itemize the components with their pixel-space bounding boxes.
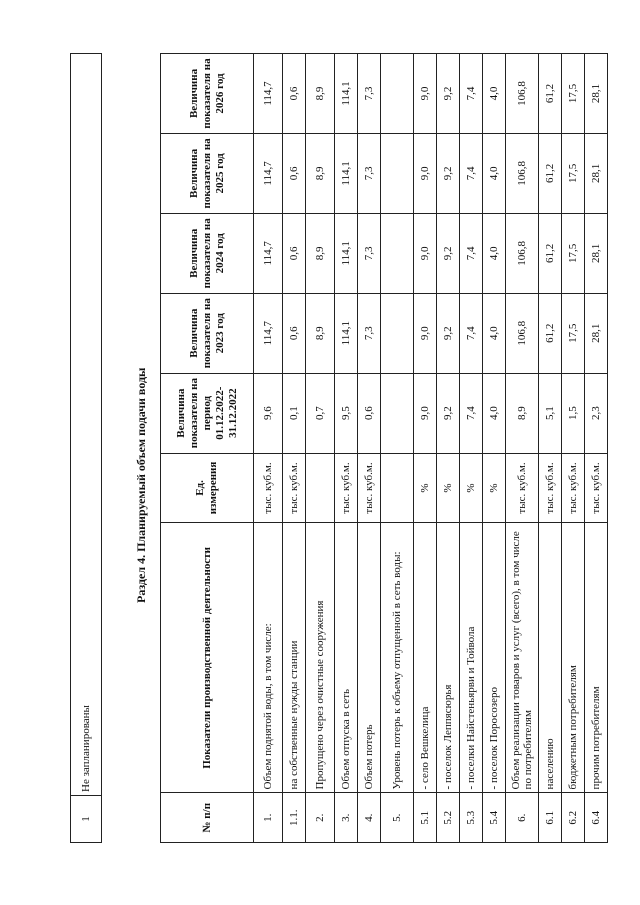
row-number: 1.1. — [283, 793, 306, 843]
section-title: Раздел 4. Планируемый объем подачи воды — [134, 367, 148, 603]
row-indicator: Пропущено через очистные сооружения — [306, 523, 335, 793]
row-number: 6. — [506, 793, 539, 843]
row-unit — [381, 453, 414, 523]
row-value-2022: 1,5 — [562, 373, 585, 453]
row-value-2024: 106,8 — [506, 213, 539, 293]
row-value-2022: 7,4 — [460, 373, 483, 453]
row-unit: % — [460, 453, 483, 523]
table-row — [483, 54, 506, 843]
row-value-2024: 9,2 — [437, 213, 460, 293]
row-value-2026: 28,1 — [585, 54, 608, 134]
row-value-2022: 4,0 — [483, 373, 506, 453]
row-unit: тыс. куб.м. — [283, 453, 306, 523]
row-value-2022: 2,3 — [585, 373, 608, 453]
row-indicator: Объем поднятой воды, в том числе: — [254, 523, 283, 793]
row-value-2023: 17,5 — [562, 293, 585, 373]
row-value-2022: 9,5 — [335, 373, 358, 453]
row-value-2026: 9,0 — [414, 54, 437, 134]
table-row — [506, 54, 539, 843]
row-indicator: - поселки Найстеньярви и Тойвола — [460, 523, 483, 793]
table-row — [437, 54, 460, 843]
row-number: 2. — [306, 793, 335, 843]
row-value-2022: 0,7 — [306, 373, 335, 453]
row-value-2024: 7,4 — [460, 213, 483, 293]
row-value-2025: 28,1 — [585, 133, 608, 213]
row-unit: тыс. куб.м. — [335, 453, 358, 523]
row-value-2026: 61,2 — [539, 54, 562, 134]
row-value-2025: 4,0 — [483, 133, 506, 213]
row-value-2026: 114,1 — [335, 54, 358, 134]
header-2026: Величина показателя на 2026 год — [161, 54, 254, 134]
table-row — [585, 54, 608, 843]
row-value-2022: 5,1 — [539, 373, 562, 453]
row-indicator: - поселок Леппясюрья — [437, 523, 460, 793]
row-value-2023: 114,1 — [335, 293, 358, 373]
row-value-2022: 9,2 — [437, 373, 460, 453]
row-value-2022: 0,1 — [283, 373, 306, 453]
row-value-2023: 61,2 — [539, 293, 562, 373]
table-body — [254, 54, 608, 843]
row-number: 6.1 — [539, 793, 562, 843]
row-unit: % — [414, 453, 437, 523]
row-value-2024: 61,2 — [539, 213, 562, 293]
row-text: Не запланированы — [71, 54, 102, 796]
table-row — [71, 54, 102, 843]
header-row — [161, 54, 254, 843]
row-value-2023: 4,0 — [483, 293, 506, 373]
row-number: 4. — [358, 793, 381, 843]
row-value-2025: 114,7 — [254, 133, 283, 213]
header-unit: Ед. измерения — [161, 453, 254, 523]
row-number: 5.2 — [437, 793, 460, 843]
row-indicator: Уровень потерь к объему отпущенной в сеть воды: — [381, 523, 414, 793]
row-value-2024: 8,9 — [306, 213, 335, 293]
row-value-2024: 114,7 — [254, 213, 283, 293]
row-value-2026: 0,6 — [283, 54, 306, 134]
row-indicator: Объем отпуска в сеть — [335, 523, 358, 793]
header-period-2022: Величина показателя на период 01.12.2022-31.12.2022 — [161, 373, 254, 453]
row-number: 1. — [254, 793, 283, 843]
table-row — [335, 54, 358, 843]
row-value-2023: 106,8 — [506, 293, 539, 373]
row-value-2026: 106,8 — [506, 54, 539, 134]
row-unit — [306, 453, 335, 523]
table-row — [460, 54, 483, 843]
row-indicator: - поселок Поросозеро — [483, 523, 506, 793]
row-indicator: населению — [539, 523, 562, 793]
header-number: № п/п — [161, 793, 254, 843]
row-value-2026: 7,3 — [358, 54, 381, 134]
row-value-2025: 61,2 — [539, 133, 562, 213]
table-row — [254, 54, 283, 843]
row-value-2022: 8,9 — [506, 373, 539, 453]
header-2023: Величина показателя на 2023 год — [161, 293, 254, 373]
row-unit: % — [483, 453, 506, 523]
header-2025: Величина показателя на 2025 год — [161, 133, 254, 213]
table-row — [358, 54, 381, 843]
row-value-2023: 7,3 — [358, 293, 381, 373]
row-value-2025: 17,5 — [562, 133, 585, 213]
row-value-2024 — [381, 213, 414, 293]
row-indicator: на собственные нужды станции — [283, 523, 306, 793]
row-indicator: прочим потребителям — [585, 523, 608, 793]
row-value-2026: 114,7 — [254, 54, 283, 134]
row-value-2026: 8,9 — [306, 54, 335, 134]
row-value-2023: 114,7 — [254, 293, 283, 373]
row-value-2022: 0,6 — [358, 373, 381, 453]
row-value-2025: 9,2 — [437, 133, 460, 213]
row-number: 5.4 — [483, 793, 506, 843]
row-value-2024: 17,5 — [562, 213, 585, 293]
row-value-2024: 7,3 — [358, 213, 381, 293]
row-value-2023: 9,2 — [437, 293, 460, 373]
row-value-2025: 7,4 — [460, 133, 483, 213]
header-2024: Величина показателя на 2024 год — [161, 213, 254, 293]
row-value-2023: 28,1 — [585, 293, 608, 373]
row-value-2023: 7,4 — [460, 293, 483, 373]
row-value-2026: 17,5 — [562, 54, 585, 134]
row-indicator: Объем потерь — [358, 523, 381, 793]
row-unit: тыс. куб.м. — [585, 453, 608, 523]
row-unit: тыс. куб.м. — [358, 453, 381, 523]
water-supply-table — [160, 53, 608, 843]
row-number: 5.1 — [414, 793, 437, 843]
row-number: 3. — [335, 793, 358, 843]
row-value-2023: 8,9 — [306, 293, 335, 373]
row-indicator: бюджетным потребителям — [562, 523, 585, 793]
rotated-document — [70, 53, 602, 843]
row-value-2024: 0,6 — [283, 213, 306, 293]
row-value-2022: 9,6 — [254, 373, 283, 453]
row-number: 6.4 — [585, 793, 608, 843]
row-value-2023: 9,0 — [414, 293, 437, 373]
previous-section-table — [70, 53, 102, 843]
row-number: 6.2 — [562, 793, 585, 843]
row-unit: тыс. куб.м. — [562, 453, 585, 523]
row-indicator: Объем реализации товаров и услуг (всего), в том числе по потребителям — [506, 523, 539, 793]
row-unit: % — [437, 453, 460, 523]
row-indicator: - село Вешкелица — [414, 523, 437, 793]
table-row — [562, 54, 585, 843]
row-value-2023: 0,6 — [283, 293, 306, 373]
table-row — [539, 54, 562, 843]
row-value-2024: 4,0 — [483, 213, 506, 293]
table-row — [306, 54, 335, 843]
row-value-2025: 7,3 — [358, 133, 381, 213]
table-row — [283, 54, 306, 843]
table-row — [414, 54, 437, 843]
row-value-2024: 114,1 — [335, 213, 358, 293]
row-value-2024: 28,1 — [585, 213, 608, 293]
row-value-2026: 4,0 — [483, 54, 506, 134]
row-value-2025: 8,9 — [306, 133, 335, 213]
row-value-2023 — [381, 293, 414, 373]
row-value-2024: 9,0 — [414, 213, 437, 293]
row-unit: тыс. куб.м. — [254, 453, 283, 523]
row-value-2026: 7,4 — [460, 54, 483, 134]
row-value-2025: 106,8 — [506, 133, 539, 213]
row-number: 1 — [71, 796, 102, 843]
row-number: 5.3 — [460, 793, 483, 843]
row-value-2022: 9,0 — [414, 373, 437, 453]
row-value-2025: 114,1 — [335, 133, 358, 213]
row-value-2026: 9,2 — [437, 54, 460, 134]
row-value-2025: 9,0 — [414, 133, 437, 213]
row-value-2026 — [381, 54, 414, 134]
row-value-2025: 0,6 — [283, 133, 306, 213]
table-row — [381, 54, 414, 843]
row-unit: тыс. куб.м. — [539, 453, 562, 523]
header-indicator: Показатели производственной деятельности — [161, 523, 254, 793]
row-value-2022 — [381, 373, 414, 453]
row-unit: тыс. куб.м. — [506, 453, 539, 523]
row-value-2025 — [381, 133, 414, 213]
row-number: 5. — [381, 793, 414, 843]
